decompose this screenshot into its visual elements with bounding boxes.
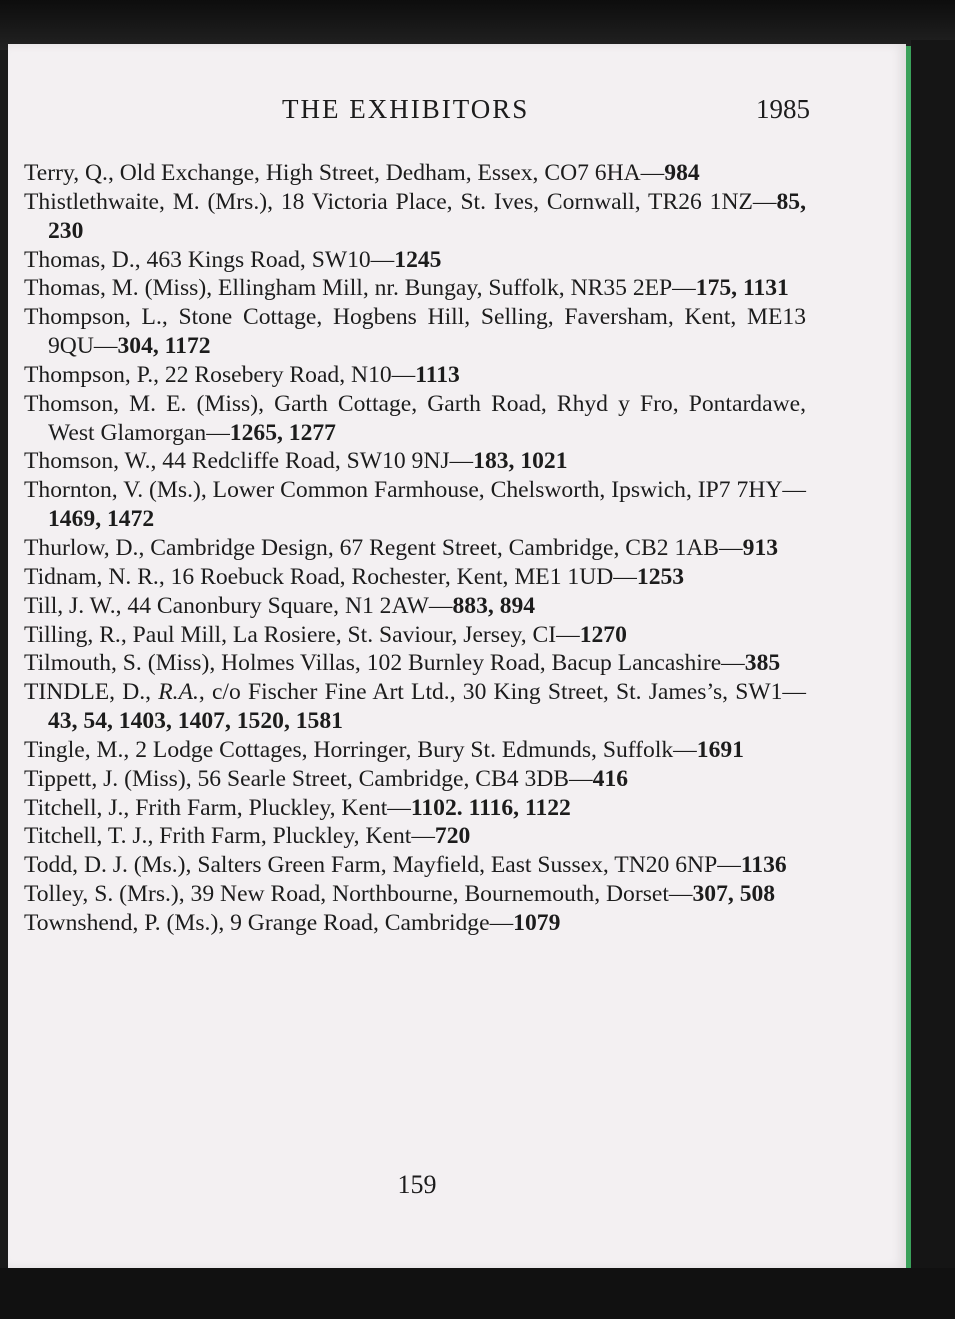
exhibitor-entry (24, 621, 806, 650)
entry-catalogue-numbers: 416 (592, 765, 629, 792)
entry-catalogue-numbers: 1270 (579, 621, 627, 648)
entry-text: Till, J. W., 44 Canonbury Square, N1 2AW— (24, 592, 453, 619)
scan-edge-right (911, 40, 955, 1270)
exhibitor-entry (24, 361, 806, 390)
entry-text: Tolley, S. (Mrs.), 39 New Road, Northbourne, Bournemouth, Dorset— (24, 881, 693, 908)
exhibitor-entry (24, 822, 806, 851)
exhibitor-entry (24, 246, 806, 275)
exhibitor-entry (24, 476, 806, 534)
exhibitor-entry (24, 534, 806, 563)
exhibitor-entry (24, 159, 806, 188)
entry-text: Thurlow, D., Cambridge Design, 67 Regent Street, Cambridge, CB2 1AB— (24, 534, 743, 561)
entry-catalogue-numbers: 1079 (513, 909, 561, 936)
entry-catalogue-numbers: 913 (742, 534, 779, 561)
entry-text: Tingle, M., 2 Lodge Cottages, Horringer, Bury St. Edmunds, Suffolk— (24, 736, 697, 763)
entry-catalogue-numbers: 175, 1131 (695, 275, 789, 302)
exhibitor-entry (24, 188, 806, 246)
exhibitor-entry (24, 563, 806, 592)
entry-text: Thomas, M. (Miss), Ellingham Mill, nr. Bungay, Suffolk, NR35 2EP— (24, 275, 696, 302)
entry-text: Terry, Q., Old Exchange, High Street, Dedham, Essex, CO7 6HA— (24, 160, 665, 186)
entry-text: Thompson, L., Stone Cottage, Hogbens Hill, Selling, Faversham, Kent, ME13 9QU— (24, 304, 806, 360)
scan-edge-top (0, 0, 955, 50)
exhibitor-entry (24, 274, 806, 303)
entry-catalogue-numbers: 1113 (415, 361, 460, 388)
entry-catalogue-numbers: 883, 894 (452, 592, 536, 619)
exhibitor-entry (24, 880, 806, 909)
header-title: THE EXHIBITORS (282, 94, 530, 124)
exhibitor-entry (24, 794, 806, 823)
entry-text: , c/o Fischer Fine Art Ltd., 30 King Street, St. James’s, SW1— (198, 679, 806, 706)
exhibitor-entry (24, 649, 806, 678)
entry-catalogue-numbers: 1136 (740, 852, 787, 879)
exhibitor-entry (24, 678, 806, 736)
entry-text: Tippett, J. (Miss), 56 Searle Street, Cambridge, CB4 3DB— (24, 765, 593, 792)
exhibitor-entry (24, 303, 806, 361)
entry-text: Tilling, R., Paul Mill, La Rosiere, St. Saviour, Jersey, CI— (24, 621, 580, 648)
entry-text: Tidnam, N. R., 16 Roebuck Road, Rochester, Kent, ME1 1UD— (24, 563, 637, 590)
entry-catalogue-numbers: 85, 230 (48, 188, 806, 244)
entry-catalogue-numbers: 1245 (394, 246, 442, 273)
entry-text: Thomas, D., 463 Kings Road, SW10— (24, 246, 395, 273)
exhibitor-entry (24, 592, 806, 621)
exhibitor-entry (24, 909, 806, 938)
entry-text: Titchell, T. J., Frith Farm, Pluckley, Kent— (24, 823, 435, 850)
entry-catalogue-numbers: 720 (434, 823, 471, 850)
entry-catalogue-numbers: 307, 508 (692, 881, 776, 908)
entry-text: Thompson, P., 22 Rosebery Road, N10— (24, 361, 416, 388)
entry-catalogue-numbers: 1253 (636, 563, 685, 590)
entry-text: Thomson, W., 44 Redcliffe Road, SW10 9NJ— (24, 448, 474, 475)
entry-text: Townshend, P. (Ms.), 9 Grange Road, Cambridge— (24, 909, 514, 936)
entry-catalogue-numbers: 183, 1021 (473, 448, 568, 475)
entry-text: Tilmouth, S. (Miss), Holmes Villas, 102 Burnley Road, Bacup Lancashire— (24, 650, 745, 677)
entry-catalogue-numbers: 1102. 1116, 1122 (410, 794, 571, 821)
exhibitor-entry (24, 736, 806, 765)
entry-text: Titchell, J., Frith Farm, Pluckley, Kent— (24, 794, 411, 821)
exhibitor-entry (24, 447, 806, 476)
entry-catalogue-numbers: 1691 (696, 736, 744, 763)
page-number: 159 (397, 1170, 437, 1199)
entry-text: Thomson, M. E. (Miss), Garth Cottage, Garth Road, Rhyd y Fro, Pontardawe, West Glamorgan— (24, 390, 806, 446)
running-header (0, 94, 955, 128)
exhibitor-entry (24, 851, 806, 880)
entry-catalogue-numbers: 1265, 1277 (229, 419, 336, 446)
entry-text: TINDLE, D., (24, 679, 159, 706)
entry-text: Todd, D. J. (Ms.), Salters Green Farm, Mayfield, East Sussex, TN20 6NP— (24, 852, 741, 879)
entry-text: Thornton, V. (Ms.), Lower Common Farmhouse, Chelsworth, Ipswich, IP7 7HY— (24, 477, 806, 504)
header-year: 1985 (756, 94, 810, 124)
entry-catalogue-numbers: 43, 54, 1403, 1407, 1520, 1581 (48, 708, 343, 735)
exhibitor-entry (24, 390, 806, 448)
entry-text: Thistlethwaite, M. (Mrs.), 18 Victoria Place, St. Ives, Cornwall, TR26 1NZ— (24, 188, 777, 215)
exhibitor-entry (24, 765, 806, 794)
entry-honour-italic: R.A. (158, 679, 199, 706)
entry-catalogue-numbers: 1469, 1472 (48, 506, 155, 533)
scan-edge-bottom (0, 1268, 955, 1319)
entry-catalogue-numbers: 304, 1172 (117, 333, 211, 360)
exhibitor-list (24, 159, 806, 938)
entry-catalogue-numbers: 385 (744, 650, 781, 677)
entry-catalogue-numbers: 984 (664, 160, 700, 186)
